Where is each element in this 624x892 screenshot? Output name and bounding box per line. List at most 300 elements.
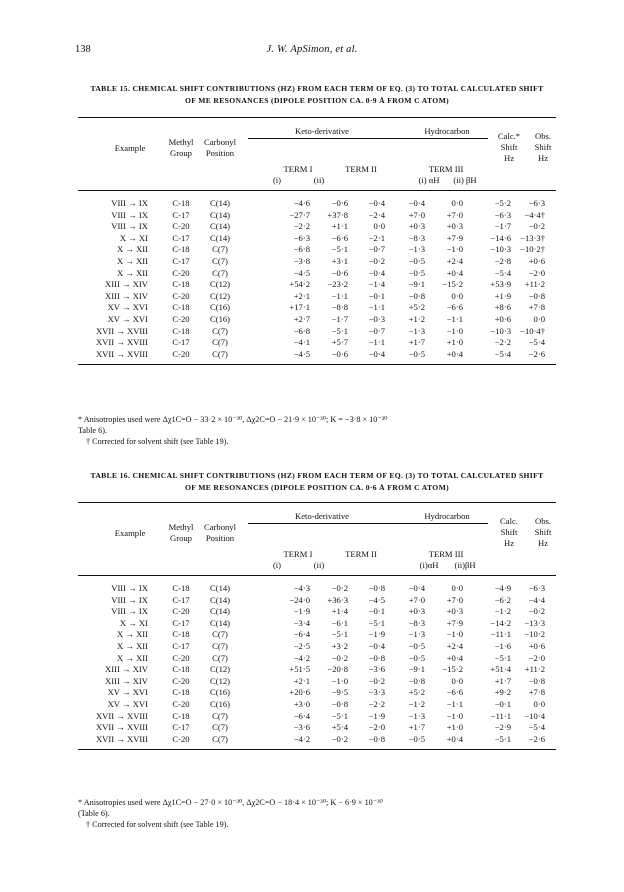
table-cell: +2·4 xyxy=(446,641,463,651)
table-cell: +0·6 xyxy=(528,641,545,651)
table-cell: −0·5 xyxy=(408,348,425,359)
table-cell: +5·2 xyxy=(408,687,425,698)
header-sub-alpha-h: (i) αH xyxy=(418,175,440,185)
table-cell: +9·2 xyxy=(494,687,511,698)
table-cell: C-17 xyxy=(172,641,190,651)
header-group: Group xyxy=(170,533,192,543)
table-cell: C-18 xyxy=(172,325,190,336)
table-cell: −0·8 xyxy=(368,733,385,744)
table-cell: −0·5 xyxy=(408,256,425,266)
table-cell: −1·3 xyxy=(408,710,425,721)
table-cell: −0·8 xyxy=(528,675,545,686)
header-calc-shift: Shift xyxy=(500,142,518,152)
table-cell: C-17 xyxy=(172,337,190,348)
table-cell: −2·2 xyxy=(293,221,310,232)
table-cell: +1·0 xyxy=(446,337,463,348)
table-cell: +2·1 xyxy=(293,290,310,301)
table-16-footnote-solvent: † Corrected for solvent shift (see Table 19). xyxy=(86,820,229,829)
table-cell: −3·8 xyxy=(293,256,310,266)
header-term-3: TERM III xyxy=(428,164,464,174)
table-cell: +5·4 xyxy=(331,722,348,733)
header-example: Example xyxy=(114,528,146,538)
table-row xyxy=(78,699,556,710)
header-methyl: Methyl xyxy=(168,137,194,147)
header-sub-ii: (ii) xyxy=(313,175,325,185)
table-cell: −6·3 xyxy=(528,198,545,208)
table-cell: +5·7 xyxy=(331,337,348,348)
table-row xyxy=(78,233,556,244)
table-cell: −1·9 xyxy=(293,606,310,617)
table-cell: −0·4 xyxy=(408,583,425,593)
table-cell: +20·6 xyxy=(289,687,310,698)
table-cell: +7·0 xyxy=(446,209,463,220)
table-cell: +0·4 xyxy=(446,348,463,359)
table-row xyxy=(78,349,556,360)
table-cell: C-18 xyxy=(172,583,190,593)
header-term-1: TERM I xyxy=(283,549,313,559)
table-row xyxy=(78,664,556,675)
table-cell: XIII → XIV xyxy=(105,664,148,675)
table-row xyxy=(78,687,556,698)
header-carbonyl: Carbonyl xyxy=(204,137,236,147)
top-rule xyxy=(78,502,556,503)
table-cell: −0·2 xyxy=(331,652,348,663)
table-cell: XV → XVI xyxy=(107,302,148,313)
table-cell: C(7) xyxy=(212,267,228,278)
table-15 xyxy=(78,117,556,407)
table-cell: −1·3 xyxy=(408,629,425,640)
header-rule xyxy=(78,575,556,576)
table-cell: C-18 xyxy=(172,664,190,675)
table-cell: −4·6 xyxy=(293,198,310,208)
header-example: Example xyxy=(114,143,146,153)
header-position: Position xyxy=(205,148,235,158)
table-16-footnotes xyxy=(78,797,556,830)
table-cell: −0·1 xyxy=(368,606,385,617)
table-cell: −6·3 xyxy=(528,583,545,593)
table-cell: C-17 xyxy=(172,722,190,733)
table-cell: C(7) xyxy=(212,337,228,348)
table-cell: −1·3 xyxy=(408,325,425,336)
table-cell: +51·4 xyxy=(490,664,511,675)
table-cell: XIII → XIV xyxy=(105,279,148,290)
bottom-rule xyxy=(78,364,556,365)
table-cell: −6·6 xyxy=(446,687,463,698)
table-cell: −5·1 xyxy=(494,733,511,744)
table-cell: X → XI xyxy=(119,617,148,628)
table-cell: −5·4 xyxy=(494,348,511,359)
table-cell: −24·0 xyxy=(289,594,310,605)
table-cell: +53·9 xyxy=(490,279,511,290)
table-cell: −0·8 xyxy=(408,290,425,301)
table-cell: C-17 xyxy=(172,594,190,605)
table-cell: +0·4 xyxy=(446,652,463,663)
table-cell: −1·1 xyxy=(446,699,463,709)
table-cell: −0·1 xyxy=(368,290,385,301)
table-cell: C-20 xyxy=(172,221,190,232)
table-cell: −2·0 xyxy=(368,722,385,733)
table-row xyxy=(78,711,556,722)
table-cell: −10·2† xyxy=(520,244,545,255)
table-cell: −8·3 xyxy=(408,617,425,628)
table-cell: C(14) xyxy=(209,594,231,605)
table-cell: +11·2 xyxy=(524,279,545,290)
table-cell: C(16) xyxy=(209,302,231,313)
table-cell: −5·2 xyxy=(494,198,511,208)
table-cell: C(12) xyxy=(209,290,231,301)
table-cell: +17·1 xyxy=(289,302,310,313)
table-cell: −6·6 xyxy=(446,302,463,313)
header-calc: Calc. xyxy=(500,516,518,526)
table-cell: C-20 xyxy=(172,290,190,301)
table-cell: −3·3 xyxy=(368,687,385,698)
table-cell: −10·4† xyxy=(520,325,545,336)
table-cell: −2·6 xyxy=(528,733,545,744)
table-cell: +0·6 xyxy=(528,256,545,266)
table-cell: −4·4† xyxy=(524,209,545,220)
table-cell: C(12) xyxy=(209,279,231,290)
header-hydrocarbon: Hydrocarbon xyxy=(424,511,470,521)
header-calc-hz: Hz xyxy=(503,538,515,548)
table-cell: C(14) xyxy=(209,606,231,617)
table-cell: +0·4 xyxy=(446,733,463,744)
table-cell: −1·0 xyxy=(331,675,348,686)
table-cell: −5·4 xyxy=(528,337,545,348)
table-cell: −0·2 xyxy=(528,606,545,617)
table-cell: XVII → XVIII xyxy=(95,733,148,744)
table-cell: C(7) xyxy=(212,652,228,663)
table-15-caption-line-1: TABLE 15. CHEMICAL SHIFT CONTRIBUTIONS (HZ) FROM EACH TERM OF EQ. (3) TO TOTAL CALCULATED SHIFT xyxy=(90,84,544,93)
table-cell: −1·9 xyxy=(368,629,385,640)
table-cell: −1·0 xyxy=(446,244,463,255)
table-row xyxy=(78,256,556,267)
header-position: Position xyxy=(205,533,235,543)
table-cell: −1·9 xyxy=(368,710,385,721)
table-cell: C(14) xyxy=(209,198,231,208)
table-cell: −0·6 xyxy=(331,348,348,359)
table-cell: C(14) xyxy=(209,232,231,243)
table-16-footnote-anisotropies-cont: (Table 6). xyxy=(78,809,110,818)
table-cell: −13·3† xyxy=(520,232,545,243)
table-cell: −10·3 xyxy=(490,325,511,336)
table-cell: −0·3 xyxy=(368,314,385,324)
header-sub-alpha-h: (i)αH xyxy=(419,560,439,570)
table-cell: 0·0 xyxy=(451,198,463,208)
header-group: Group xyxy=(170,148,192,158)
table-15-footnote-anisotropies-cont: Table 6). xyxy=(78,426,107,435)
table-cell: C-20 xyxy=(172,733,190,744)
table-cell: C-18 xyxy=(172,198,190,208)
table-cell: +1·7 xyxy=(408,722,425,733)
table-cell: −11·1 xyxy=(490,629,511,640)
table-cell: C(7) xyxy=(212,325,228,336)
table-cell: C(16) xyxy=(209,687,231,698)
table-row xyxy=(78,221,556,232)
table-cell: C(14) xyxy=(209,209,231,220)
header-term-2: TERM II xyxy=(345,549,377,559)
table-15-caption-line-2: OF ME RESONANCES (DIPOLE POSITION CA. 0·9 Å FROM C ATOM) xyxy=(185,96,449,105)
table-cell: −1·6 xyxy=(494,641,511,651)
table-cell: −2·8 xyxy=(494,256,511,266)
table-cell: +0·3 xyxy=(408,606,425,617)
table-row xyxy=(78,722,556,733)
table-16-caption xyxy=(78,470,556,494)
table-cell: 0·0 xyxy=(451,290,463,301)
table-cell: +2·7 xyxy=(293,314,310,324)
table-cell: −0·7 xyxy=(368,325,385,336)
table-cell: −0·2 xyxy=(368,675,385,686)
table-cell: +1·7 xyxy=(408,337,425,348)
table-cell: 0·0 xyxy=(451,583,463,593)
table-cell: −1·1 xyxy=(368,337,385,348)
header-term-1: TERM I xyxy=(283,164,313,174)
table-cell: −6·4 xyxy=(293,629,310,640)
header-group-rule xyxy=(248,523,488,524)
table-cell: −10·2 xyxy=(524,629,545,640)
table-cell: −8·3 xyxy=(408,232,425,243)
table-cell: XV → XVI xyxy=(107,699,148,709)
header-obs-shift: Shift xyxy=(534,527,552,537)
table-cell: +8·6 xyxy=(494,302,511,313)
table-cell: C(7) xyxy=(212,641,228,651)
table-cell: −5·1 xyxy=(494,652,511,663)
table-cell: −1·0 xyxy=(446,710,463,721)
header-carbonyl: Carbonyl xyxy=(204,522,236,532)
table-cell: −2·4 xyxy=(368,209,385,220)
table-cell: +1·0 xyxy=(446,722,463,733)
table-cell: −6·6 xyxy=(331,232,348,243)
table-cell: −0·4 xyxy=(368,267,385,278)
table-15-caption xyxy=(78,83,556,107)
header-obs-hz: Hz xyxy=(537,538,549,548)
table-cell: X → XI xyxy=(119,232,148,243)
table-cell: +0·6 xyxy=(494,314,511,324)
table-cell: −0·2 xyxy=(331,733,348,744)
table-cell: C(14) xyxy=(209,617,231,628)
table-cell: C(16) xyxy=(209,314,231,324)
table-cell: XVII → XVIII xyxy=(95,348,148,359)
table-cell: 0·0 xyxy=(533,699,545,709)
running-head: J. W. ApSimon, et al. xyxy=(266,44,358,55)
table-cell: C-20 xyxy=(172,348,190,359)
table-16-caption-line-1: TABLE 16. CHEMICAL SHIFT CONTRIBUTIONS (HZ) FROM EACH TERM OF EQ. (3) TO TOTAL CALCULATED SHIFT xyxy=(90,471,544,480)
table-cell: −2·0 xyxy=(528,652,545,663)
table-cell: −3·4 xyxy=(293,617,310,628)
table-cell: +11·2 xyxy=(524,664,545,675)
table-cell: −5·1 xyxy=(331,629,348,640)
header-methyl: Methyl xyxy=(168,522,194,532)
header-term-3: TERM III xyxy=(428,549,464,559)
header-calc-shift: Shift xyxy=(500,527,518,537)
table-cell: C-20 xyxy=(172,675,190,686)
table-cell: −3·6 xyxy=(293,722,310,733)
table-cell: +7·9 xyxy=(446,617,463,628)
table-cell: −5·1 xyxy=(331,325,348,336)
header-sub-i: (i) xyxy=(272,560,282,570)
table-cell: −0·4 xyxy=(368,198,385,208)
table-cell: C-20 xyxy=(172,267,190,278)
table-cell: −4·5 xyxy=(293,348,310,359)
table-cell: C-17 xyxy=(172,617,190,628)
table-cell: −3·6 xyxy=(368,664,385,675)
table-cell: VIII → IX xyxy=(111,594,148,605)
table-cell: C(7) xyxy=(212,733,228,744)
table-16-caption-line-2: OF ME RESONANCES (DIPOLE POSITION CA. 0·6 Å FROM C ATOM) xyxy=(185,483,449,492)
table-cell: −2·6 xyxy=(528,348,545,359)
header-group-rule xyxy=(248,138,488,139)
table-cell: −2·2 xyxy=(368,699,385,709)
table-15-footnote-anisotropies: * Anisotropies used were Δχ1C=O − 33·2 × 10⁻³⁰, Δχ2C=O − 21·9 × 10⁻³⁰; K = −3·8 × 10⁻³⁰ xyxy=(78,415,388,424)
table-cell: C(12) xyxy=(209,664,231,675)
table-cell: C-18 xyxy=(172,279,190,290)
table-row xyxy=(78,629,556,640)
table-row xyxy=(78,734,556,745)
table-cell: C(7) xyxy=(212,244,228,255)
table-cell: −6·8 xyxy=(293,325,310,336)
table-cell: +7·9 xyxy=(446,232,463,243)
table-cell: +36·3 xyxy=(327,594,348,605)
header-sub-i: (i) xyxy=(272,175,282,185)
header-rule xyxy=(78,190,556,191)
table-cell: +37·8 xyxy=(327,209,348,220)
table-cell: +3·1 xyxy=(331,256,348,266)
table-cell: C-17 xyxy=(172,209,190,220)
table-cell: −5·4 xyxy=(494,267,511,278)
table-row xyxy=(78,198,556,209)
table-row xyxy=(78,244,556,255)
table-cell: −5·1 xyxy=(331,244,348,255)
table-cell: XVII → XVIII xyxy=(95,325,148,336)
table-cell: XIII → XIV xyxy=(105,290,148,301)
table-cell: C-18 xyxy=(172,302,190,313)
table-cell: −6·8 xyxy=(293,244,310,255)
table-cell: C-18 xyxy=(172,710,190,721)
table-cell: C(7) xyxy=(212,348,228,359)
table-cell: −2·5 xyxy=(293,641,310,651)
table-cell: XV → XVI xyxy=(107,687,148,698)
header-calc: Calc.* xyxy=(497,131,521,141)
table-row xyxy=(78,279,556,290)
table-cell: 0·0 xyxy=(533,314,545,324)
table-cell: −1·2 xyxy=(408,699,425,709)
table-cell: −0·5 xyxy=(408,733,425,744)
table-cell: −4·3 xyxy=(293,583,310,593)
page-number: 138 xyxy=(75,44,91,55)
table-cell: −13·3 xyxy=(524,617,545,628)
table-row xyxy=(78,595,556,606)
table-cell: −8·8 xyxy=(331,302,348,313)
table-cell: −0·8 xyxy=(368,652,385,663)
table-cell: XVII → XVIII xyxy=(95,722,148,733)
table-cell: −4·5 xyxy=(293,267,310,278)
table-cell: C-17 xyxy=(172,232,190,243)
table-cell: C(7) xyxy=(212,629,228,640)
table-cell: −0·2 xyxy=(331,583,348,593)
table-row xyxy=(78,641,556,652)
table-cell: 0·0 xyxy=(451,675,463,686)
table-cell: −1·0 xyxy=(446,629,463,640)
table-cell: +5·2 xyxy=(408,302,425,313)
table-cell: −15·2 xyxy=(442,664,463,675)
table-cell: −0·8 xyxy=(368,583,385,593)
table-cell: +0·3 xyxy=(446,221,463,232)
table-cell: C-20 xyxy=(172,606,190,617)
table-cell: +0·4 xyxy=(446,267,463,278)
table-cell: +3·0 xyxy=(293,699,310,709)
table-cell: −4·2 xyxy=(293,652,310,663)
table-cell: XVII → XVIII xyxy=(95,710,148,721)
table-cell: C(7) xyxy=(212,722,228,733)
table-cell: VIII → IX xyxy=(111,583,148,593)
table-row xyxy=(78,618,556,629)
header-sub-beta-h: (ii) βH xyxy=(453,175,477,185)
table-cell: −5·1 xyxy=(331,710,348,721)
table-cell: +7·0 xyxy=(446,594,463,605)
table-15-footnotes xyxy=(78,414,556,447)
table-row xyxy=(78,314,556,325)
table-cell: −9·5 xyxy=(331,687,348,698)
table-cell: C-18 xyxy=(172,687,190,698)
table-cell: −6·4 xyxy=(293,710,310,721)
table-cell: −4·2 xyxy=(293,733,310,744)
table-row xyxy=(78,326,556,337)
header-obs: Obs. xyxy=(535,516,551,526)
header-obs: Obs. xyxy=(535,131,551,141)
table-cell: X → XII xyxy=(116,652,148,663)
table-cell: −9·1 xyxy=(408,279,425,290)
table-cell: −0·5 xyxy=(408,652,425,663)
table-cell: X → XII xyxy=(116,267,148,278)
table-cell: X → XII xyxy=(116,256,148,266)
table-cell: −0·4 xyxy=(408,198,425,208)
table-row xyxy=(78,337,556,348)
header-obs-hz: Hz xyxy=(537,153,549,163)
table-cell: −14·2 xyxy=(490,617,511,628)
table-cell: +2·1 xyxy=(293,675,310,686)
table-cell: 0·0 xyxy=(373,221,385,232)
table-cell: VIII → IX xyxy=(111,209,148,220)
table-cell: −6·3 xyxy=(293,232,310,243)
table-cell: −11·1 xyxy=(490,710,511,721)
table-cell: −0·1 xyxy=(494,699,511,709)
header-keto: Keto-derivative xyxy=(295,511,349,521)
table-cell: +0·3 xyxy=(446,606,463,617)
header-hydrocarbon: Hydrocarbon xyxy=(424,126,470,136)
table-cell: C-20 xyxy=(172,699,190,709)
table-cell: +0·3 xyxy=(408,221,425,232)
table-cell: C(14) xyxy=(209,221,231,232)
table-cell: XIII → XIV xyxy=(105,675,148,686)
table-cell: X → XII xyxy=(116,641,148,651)
table-cell: −2·2 xyxy=(494,337,511,348)
table-row xyxy=(78,268,556,279)
table-cell: −2·0 xyxy=(528,267,545,278)
table-cell: −0·2 xyxy=(528,221,545,232)
table-cell: −0·5 xyxy=(408,267,425,278)
table-row xyxy=(78,302,556,313)
table-cell: +1·4 xyxy=(331,606,348,617)
table-cell: −0·6 xyxy=(331,267,348,278)
table-cell: C(14) xyxy=(209,583,231,593)
table-cell: −2·9 xyxy=(494,722,511,733)
table-cell: −15·2 xyxy=(442,279,463,290)
table-row xyxy=(78,583,556,594)
table-cell: C-18 xyxy=(172,629,190,640)
table-cell: −1·0 xyxy=(446,325,463,336)
table-15-footnote-solvent: † Corrected for solvent shift (see Table 19). xyxy=(86,437,229,446)
table-cell: −1·7 xyxy=(331,314,348,324)
table-cell: C(12) xyxy=(209,675,231,686)
